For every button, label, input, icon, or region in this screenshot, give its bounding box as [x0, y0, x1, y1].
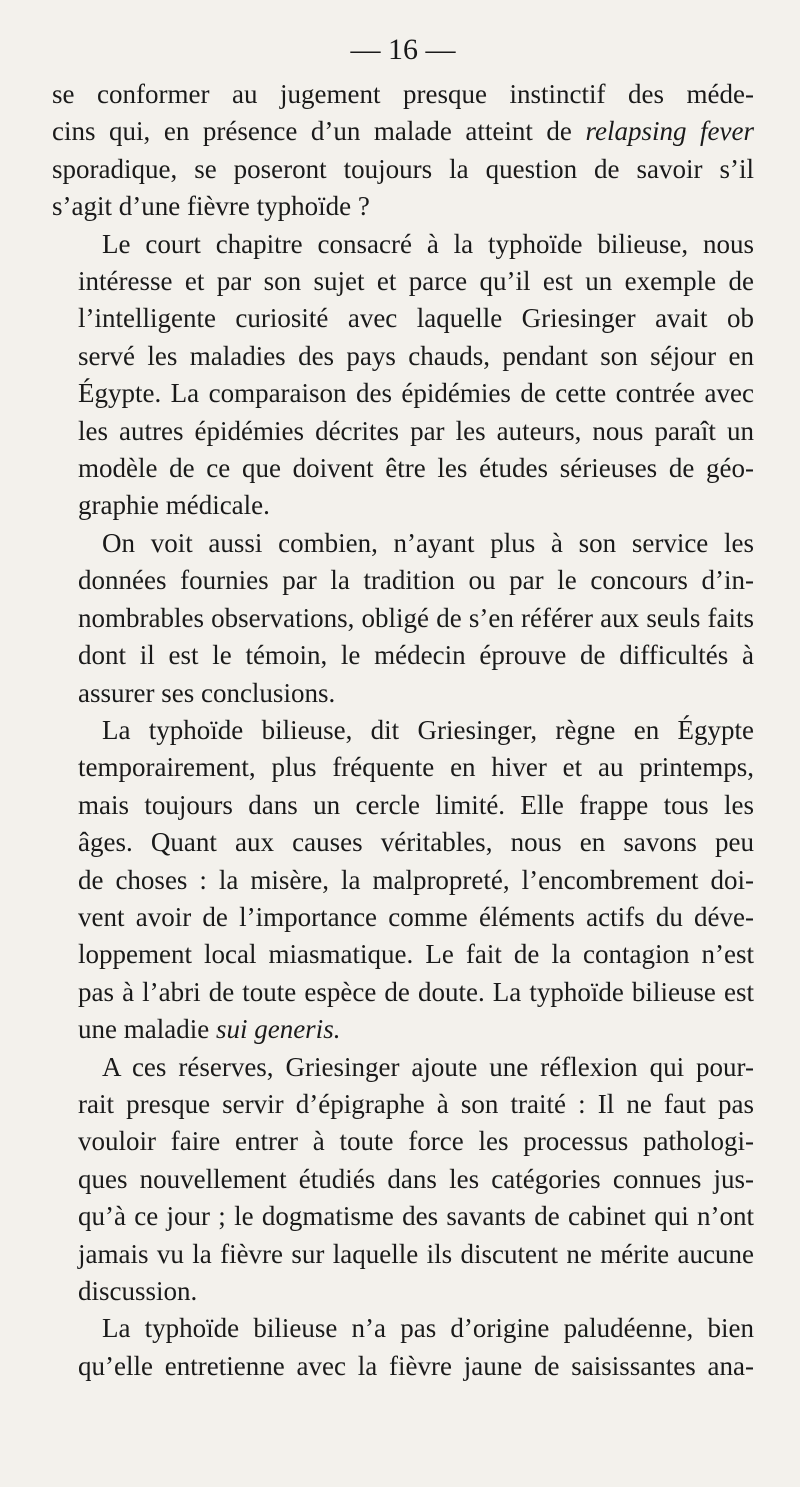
text-line: rait presque servir d’épigraphe à son traité : Il ne faut pas [78, 1088, 754, 1119]
text-line: une maladie sui generis. [78, 1014, 341, 1045]
text-line: l’intelligente curiosité avec laquelle Griesinger avait ob [78, 303, 754, 334]
text-line: nombrables observations, obligé de s’en référer aux seuls faits [78, 602, 754, 633]
text-line: servé les maladies des pays chauds, pendant son séjour en [78, 340, 754, 371]
text-line: mais toujours dans un cercle limité. Elle frappe tous les [78, 789, 754, 820]
text-line: graphie médicale. [78, 490, 270, 521]
paragraph-1 [52, 76, 754, 226]
text-line: ques nouvellement étudiés dans les catégories connues jus- [78, 1163, 754, 1194]
text-line: On voit aussi combien, n’ayant plus à son service les [102, 527, 754, 558]
text-line: se conformer au jugement presque instinctif des méde- [52, 79, 754, 109]
italic-phrase: sui generis. [215, 1014, 341, 1045]
text-line: Le court chapitre consacré à la typhoïde bilieuse, nous [102, 228, 754, 259]
paragraph-3 [52, 525, 754, 712]
text-line: dont il est le témoin, le médecin éprouve de difficultés à [78, 640, 754, 671]
text-line: qu’elle entretienne avec la fièvre jaune de saisissantes ana- [78, 1350, 754, 1381]
text-line: pas à l’abri de toute espèce de doute. La typhoïde bilieuse est [78, 976, 754, 1007]
italic-phrase: relapsing fever [585, 116, 754, 147]
text-line: âges. Quant aux causes véritables, nous en savons peu [78, 827, 754, 858]
text-line: de choses : la misère, la malpropreté, l’encombrement doi- [78, 864, 754, 895]
text-line: A ces réserves, Griesinger ajoute une réflexion qui pour- [102, 1051, 754, 1082]
text-line: cins qui, en présence d’un malade atteint de relapsing fever [52, 116, 754, 147]
paragraph-2 [52, 226, 754, 525]
text-line: discussion. [78, 1276, 198, 1306]
text-line: données fournies par la tradition ou par le concours d’in- [78, 565, 754, 596]
paragraph-6 [52, 1310, 754, 1385]
text-line: intéresse et par son sujet et parce qu’il est un exemple de [78, 266, 754, 297]
text-line: vouloir faire entrer à toute force les processus pathologi- [78, 1126, 754, 1157]
page-number: — 16 — [350, 33, 456, 66]
text-line: loppement local miasmatique. Le fait de la contagion n’est [78, 939, 754, 970]
text-line: s’agit d’une fièvre typhoïde ? [52, 191, 370, 222]
text-line: temporairement, plus fréquente en hiver et au printemps, [78, 752, 754, 783]
paragraph-4 [52, 712, 754, 1049]
text-line: qu’à ce jour ; le dogmatisme des savants de cabinet qui n’ont [78, 1201, 754, 1232]
text-line: sporadique, se poseront toujours la question de savoir s’il [52, 153, 754, 184]
text-line: jamais vu la fièvre sur laquelle ils discutent ne mérite aucune [78, 1238, 754, 1269]
paragraph-5 [52, 1049, 754, 1311]
text-line: La typhoïde bilieuse n’a pas d’origine paludéenne, bien [102, 1313, 754, 1344]
text-line: assurer ses conclusions. [78, 677, 336, 708]
text-line: Égypte. La comparaison des épidémies de cette contrée avec [78, 378, 754, 409]
text-line: vent avoir de l’importance comme éléments actifs du déve- [78, 901, 754, 932]
text-line: les autres épidémies décrites par les auteurs, nous paraît un [78, 415, 754, 446]
text-line: La typhoïde bilieuse, dit Griesinger, règne en Égypte [102, 714, 754, 745]
text-line: modèle de ce que doivent être les études sérieuses de géo- [78, 453, 754, 484]
